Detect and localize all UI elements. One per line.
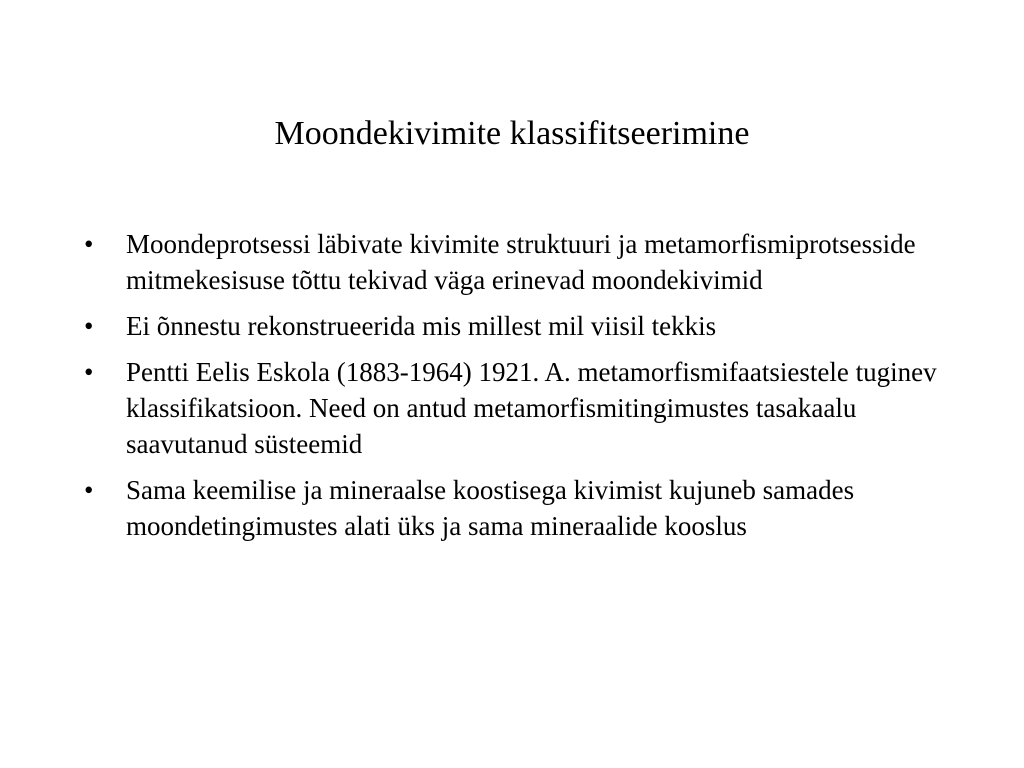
bullet-item <box>82 472 962 544</box>
bullet-list <box>82 226 962 554</box>
bullet-item <box>82 308 962 344</box>
bullet-item <box>82 354 962 462</box>
bullet-text: Moondeprotsessi läbivate kivimite struktuuri ja metamorfismiprotsesside mitmekesisuse tõttu tekivad väga erinevad moondekivimid <box>126 229 916 295</box>
bullet-dot-icon: • <box>84 475 94 505</box>
bullet-text: Pentti Eelis Eskola (1883-1964) 1921. A. metamorfismifaatsiestele tuginev klassifikatsioon. Need on antud metamorfismitingimustes tasakaalu saavutanud süsteemid <box>126 357 937 459</box>
bullet-item <box>82 226 962 298</box>
bullet-dot-icon: • <box>84 229 94 259</box>
bullet-text: Sama keemilise ja mineraalse koostisega kivimist kujuneb samades moondetingimustes alati üks ja sama mineraalide kooslus <box>126 475 855 541</box>
bullet-dot-icon: • <box>84 357 94 387</box>
bullet-dot-icon: • <box>84 311 94 341</box>
slide-title: Moondekivimite klassifitseerimine <box>274 115 750 152</box>
bullet-text: Ei õnnestu rekonstrueerida mis millest mil viisil tekkis <box>126 311 717 341</box>
